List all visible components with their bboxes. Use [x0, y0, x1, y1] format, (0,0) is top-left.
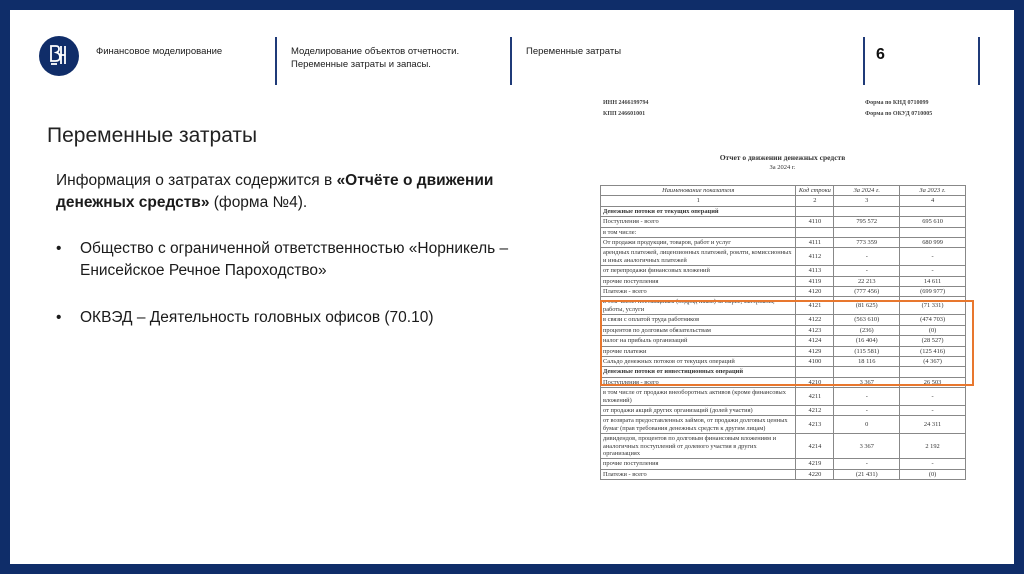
header-section: Финансовое моделирование: [96, 46, 223, 57]
row-value-2023: (71 331): [900, 297, 966, 315]
row-name: Платежи - всего: [601, 469, 796, 479]
row-value-2024: (236): [834, 325, 900, 335]
row-code: 4120: [796, 287, 834, 297]
row-name: налог на прибыль организаций: [601, 336, 796, 346]
doc-knd: Форма по КНД 0710099: [865, 100, 929, 106]
row-value-2024: 0: [834, 416, 900, 434]
row-value-2023: -: [900, 388, 966, 406]
header-divider: [510, 37, 512, 85]
row-value-2024: 795 572: [834, 217, 900, 227]
row-value-2023: 24 311: [900, 416, 966, 434]
row-code: 4123: [796, 325, 834, 335]
column-number: 2: [796, 196, 834, 206]
row-code: 4111: [796, 238, 834, 248]
row-name: от возврата предоставленных займов, от продажи долговых ценных бумаг (прав требования денежных средств к другим лицам): [601, 416, 796, 434]
row-name: Денежные потоки от текущих операций: [601, 206, 796, 216]
slide: [10, 10, 1014, 564]
row-code: 4210: [796, 377, 834, 387]
bullet-text: ОКВЭД – Деятельность головных офисов (70.10): [80, 309, 434, 326]
doc-inn: ИНН 2466199794: [603, 100, 649, 106]
doc-period: За 2024 г.: [769, 164, 796, 171]
row-value-2023: -: [900, 405, 966, 415]
info-suffix: (форма №4).: [209, 194, 308, 211]
row-name: процентов по долговым обязательствам: [601, 325, 796, 335]
bullet-item: [56, 307, 556, 329]
row-value-2024: 22 213: [834, 276, 900, 286]
row-value-2023: (0): [900, 325, 966, 335]
row-code: 4129: [796, 346, 834, 356]
row-name: Поступления - всего: [601, 217, 796, 227]
row-name: Сальдо денежных потоков от текущих операций: [601, 356, 796, 366]
row-name: арендных платежей, лицензионных платежей, роялти, комиссионных и иных аналогичных платежей: [601, 248, 796, 266]
bullet-item: [56, 238, 556, 282]
row-name: Поступления - всего: [601, 377, 796, 387]
row-code: 4119: [796, 276, 834, 286]
row-name: от продажи акций других организаций (долей участия): [601, 405, 796, 415]
row-code: 4100: [796, 356, 834, 366]
table-row: [601, 405, 966, 415]
row-name: от перепродажи финансовых вложений: [601, 266, 796, 276]
row-value-2023: 695 610: [900, 217, 966, 227]
row-code: 4219: [796, 459, 834, 469]
row-name: От продажи продукции, товаров, работ и услуг: [601, 238, 796, 248]
row-value-2023: -: [900, 248, 966, 266]
bullet-dot-icon: •: [56, 309, 62, 326]
table-row: [601, 206, 966, 216]
row-name: Платежи - всего: [601, 287, 796, 297]
row-value-2023: 26 503: [900, 377, 966, 387]
column-header: За 2023 г.: [900, 186, 966, 196]
row-value-2023: (4 367): [900, 356, 966, 366]
row-code: 4121: [796, 297, 834, 315]
table-row: [601, 238, 966, 248]
table-row: [601, 276, 966, 286]
row-code: 4110: [796, 217, 834, 227]
row-value-2024: [834, 206, 900, 216]
row-value-2023: (0): [900, 469, 966, 479]
row-code: 4214: [796, 434, 834, 459]
row-value-2023: [900, 206, 966, 216]
column-header: Наименование показателя: [601, 186, 796, 196]
row-code: [796, 227, 834, 237]
doc-title: Отчет о движении денежных средств: [719, 153, 846, 162]
header-subtopic: Переменные затраты: [526, 46, 622, 57]
header-divider: [863, 37, 865, 85]
row-code: 4212: [796, 405, 834, 415]
row-code: 4113: [796, 266, 834, 276]
row-value-2024: -: [834, 266, 900, 276]
table-row: [601, 227, 966, 237]
column-header: Код строки: [796, 186, 834, 196]
table-row: [601, 248, 966, 266]
doc-kpp: КПП 246601001: [603, 111, 646, 117]
row-value-2024: -: [834, 405, 900, 415]
row-value-2023: -: [900, 459, 966, 469]
info-paragraph: [56, 170, 556, 214]
row-value-2024: 3 367: [834, 434, 900, 459]
table-row: [601, 217, 966, 227]
row-value-2024: (21 431): [834, 469, 900, 479]
row-code: 4112: [796, 248, 834, 266]
page-title: Переменные затраты: [47, 124, 258, 147]
row-value-2023: 2 192: [900, 434, 966, 459]
row-value-2024: (81 625): [834, 297, 900, 315]
table-row: [601, 469, 966, 479]
header-divider: [978, 37, 980, 85]
row-value-2023: (474 703): [900, 315, 966, 325]
row-value-2024: -: [834, 388, 900, 406]
table-header-row: [601, 186, 966, 196]
payments-highlight-box: [600, 300, 974, 386]
row-code: 4213: [796, 416, 834, 434]
row-value-2023: [900, 227, 966, 237]
row-name: в том числе от продажи внеоборотных активов (кроме финансовых вложений): [601, 388, 796, 406]
hse-logo-icon: [39, 36, 79, 76]
row-name: Денежные потоки от инвестиционных операций: [601, 367, 796, 377]
row-name: прочие поступления: [601, 276, 796, 286]
row-value-2024: (563 610): [834, 315, 900, 325]
row-value-2024: -: [834, 248, 900, 266]
row-name: в связи с оплатой труда работников: [601, 315, 796, 325]
header-topic: Моделирование объектов отчетности. Переменные затраты и запасы.: [291, 46, 460, 70]
row-value-2024: 18 116: [834, 356, 900, 366]
table-row: [601, 287, 966, 297]
row-value-2024: (777 456): [834, 287, 900, 297]
row-value-2024: (115 581): [834, 346, 900, 356]
row-value-2023: (125 416): [900, 346, 966, 356]
bullet-text: Общество с ограниченной ответственностью «Норникель – Енисейское Речное Пароходство»: [80, 240, 509, 279]
table-row: [601, 416, 966, 434]
row-value-2023: -: [900, 266, 966, 276]
doc-okud: Форма по ОКУД 0710005: [865, 111, 933, 117]
column-header: За 2024 г.: [834, 186, 900, 196]
row-code: 4211: [796, 388, 834, 406]
column-number: 4: [900, 196, 966, 206]
table-row: [601, 388, 966, 406]
row-code: 4124: [796, 336, 834, 346]
row-value-2023: (699 977): [900, 287, 966, 297]
row-name: в том числе: поставщикам (подрядчикам) за сырье, материалы, работы, услуги: [601, 297, 796, 315]
row-value-2024: 3 367: [834, 377, 900, 387]
page-number: 6: [876, 46, 885, 63]
row-code: [796, 206, 834, 216]
table-row: [601, 434, 966, 459]
header-divider: [275, 37, 277, 85]
row-value-2024: 773 359: [834, 238, 900, 248]
column-number: 1: [601, 196, 796, 206]
row-value-2024: -: [834, 459, 900, 469]
table-row: [601, 459, 966, 469]
row-value-2024: [834, 227, 900, 237]
row-value-2024: (16 404): [834, 336, 900, 346]
row-value-2023: (28 527): [900, 336, 966, 346]
column-number: 3: [834, 196, 900, 206]
row-name: дивидендов, процентов по долговым финансовым вложениям и аналогичных поступлений от долевого участия в других организациях: [601, 434, 796, 459]
row-name: прочие платежи: [601, 346, 796, 356]
row-code: 4220: [796, 469, 834, 479]
bullet-dot-icon: •: [56, 240, 62, 257]
row-value-2023: 680 999: [900, 238, 966, 248]
row-value-2023: 14 611: [900, 276, 966, 286]
row-code: 4122: [796, 315, 834, 325]
info-prefix: Информация о затратах содержится в: [56, 172, 337, 189]
row-name: прочие поступления: [601, 459, 796, 469]
info-bold: «Отчёте о движении денежных средств»: [56, 172, 494, 211]
table-row: [601, 266, 966, 276]
table-column-numbers: [601, 196, 966, 206]
row-name: в том числе:: [601, 227, 796, 237]
